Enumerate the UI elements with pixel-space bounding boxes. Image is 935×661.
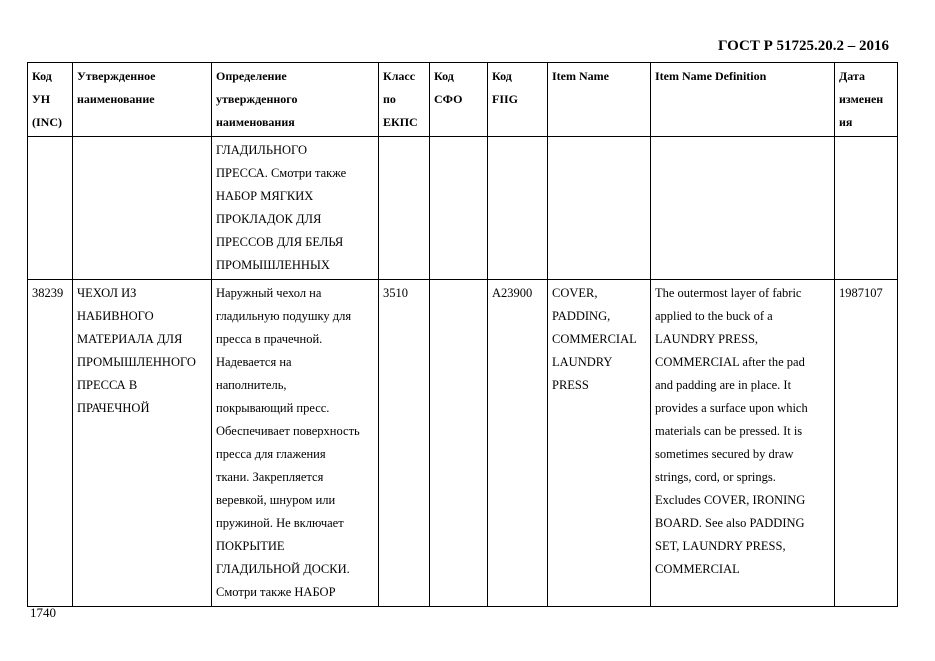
cell-item-name [548,280,651,607]
cell-text: Надевается на [216,355,292,369]
header-text: (INC) [32,115,62,129]
cell-text: PRESS [552,378,589,392]
table-header-row [28,63,898,137]
cell-text: НАБИВНОГО [77,309,154,323]
header-text: изменен [839,92,884,106]
header-text: Утвержденное [77,69,156,83]
header-text: Код [32,69,52,83]
cell-text: Excludes COVER, IRONING [655,493,806,507]
cell-text: ПРАЧЕЧНОЙ [77,401,150,415]
cell-text: ПРОМЫШЛЕННОГО [77,355,196,369]
cell-fiig [488,137,548,280]
cell-definition [212,280,379,607]
header-text: Определение [216,69,287,83]
header-text: Класс [383,69,416,83]
column-header-sfo [430,63,488,137]
cell-text: COMMERCIAL after the pad [655,355,805,369]
cell-text: Смотри также НАБОР [216,585,336,599]
cell-text: гладильную подушку для [216,309,352,323]
cell-sfo [430,137,488,280]
cell-text: ПОКРЫТИЕ [216,539,285,553]
column-header-inc [28,63,73,137]
cell-text: МАТЕРИАЛА ДЛЯ [77,332,183,346]
cell-text: 38239 [32,286,64,300]
cell-item-name [548,137,651,280]
header-text: СФО [434,92,463,106]
cell-text: provides a surface upon which [655,401,808,415]
header-text: наименования [216,115,295,129]
cell-text: COMMERCIAL [552,332,637,346]
classification-table [27,62,898,607]
cell-text: 3510 [383,286,408,300]
header-text: УН [32,92,51,106]
cell-inc [28,280,73,607]
cell-approved-name [73,137,212,280]
cell-text: A23900 [492,286,533,300]
cell-text: SET, LAUNDRY PRESS, [655,539,786,553]
header-text: Item Name [552,69,609,83]
header-text: наименование [77,92,155,106]
cell-text: 1987107 [839,286,883,300]
cell-text: Наружный чехол на [216,286,322,300]
column-header-item-definition [651,63,835,137]
cell-text: PADDING, [552,309,611,323]
header-text: по [383,92,396,106]
header-text: FIIG [492,92,519,106]
cell-text: ЧЕХОЛ ИЗ [77,286,137,300]
column-header-item-name [548,63,651,137]
cell-text: пресса для глажения [216,447,326,461]
cell-item-definition [651,137,835,280]
table-row [28,137,898,280]
table-row [28,280,898,607]
cell-text: пресса в прачечной. [216,332,323,346]
header-text: Дата [839,69,865,83]
cell-text: and padding are in place. It [655,378,792,392]
header-text: ия [839,115,853,129]
cell-fiig [488,280,548,607]
column-header-class [379,63,430,137]
cell-text: strings, cord, or springs. [655,470,776,484]
header-text: ЕКПС [383,115,418,129]
header-text: Код [492,69,512,83]
cell-text: sometimes secured by draw [655,447,794,461]
cell-text: applied to the buck of a [655,309,773,323]
cell-text: покрывающий пресс. [216,401,330,415]
cell-text: наполнитель, [216,378,287,392]
cell-text: COVER, [552,286,598,300]
cell-text: НАБОР МЯГКИХ [216,189,314,203]
cell-text: ГЛАДИЛЬНОЙ ДОСКИ. [216,562,350,576]
header-text: Item Name Definition [655,69,767,83]
document-code: ГОСТ Р 51725.20.2 – 2016 [717,38,889,54]
cell-date [835,137,898,280]
cell-text: COMMERCIAL [655,562,740,576]
cell-text: ПРЕССА. Смотри также [216,166,347,180]
cell-text: ПРОКЛАДОК ДЛЯ [216,212,322,226]
cell-text: ПРЕССА В [77,378,138,392]
page-number: 1740 [30,605,56,620]
header-text: Код [434,69,454,83]
cell-definition [212,137,379,280]
cell-text: The outermost layer of fabric [655,286,802,300]
cell-text: ГЛАДИЛЬНОГО [216,143,307,157]
cell-approved-name [73,280,212,607]
cell-inc [28,137,73,280]
cell-text: Обеспечивает поверхность [216,424,360,438]
cell-text: ткани. Закрепляется [216,470,324,484]
cell-text: веревкой, шнуром или [216,493,336,507]
cell-item-definition [651,280,835,607]
cell-date [835,280,898,607]
column-header-fiig [488,63,548,137]
column-header-date [835,63,898,137]
cell-text: LAUNDRY [552,355,613,369]
cell-sfo [430,280,488,607]
cell-text: ПРЕССОВ ДЛЯ БЕЛЬЯ [216,235,344,249]
cell-text: ПРОМЫШЛЕННЫХ [216,258,330,272]
cell-class [379,280,430,607]
header-text: утвержденного [216,92,298,106]
cell-text: пружиной. Не включает [216,516,344,530]
column-header-approved-name [73,63,212,137]
column-header-definition [212,63,379,137]
cell-text: LAUNDRY PRESS, [655,332,759,346]
cell-class [379,137,430,280]
cell-text: BOARD. See also PADDING [655,516,805,530]
cell-text: materials can be pressed. It is [655,424,803,438]
